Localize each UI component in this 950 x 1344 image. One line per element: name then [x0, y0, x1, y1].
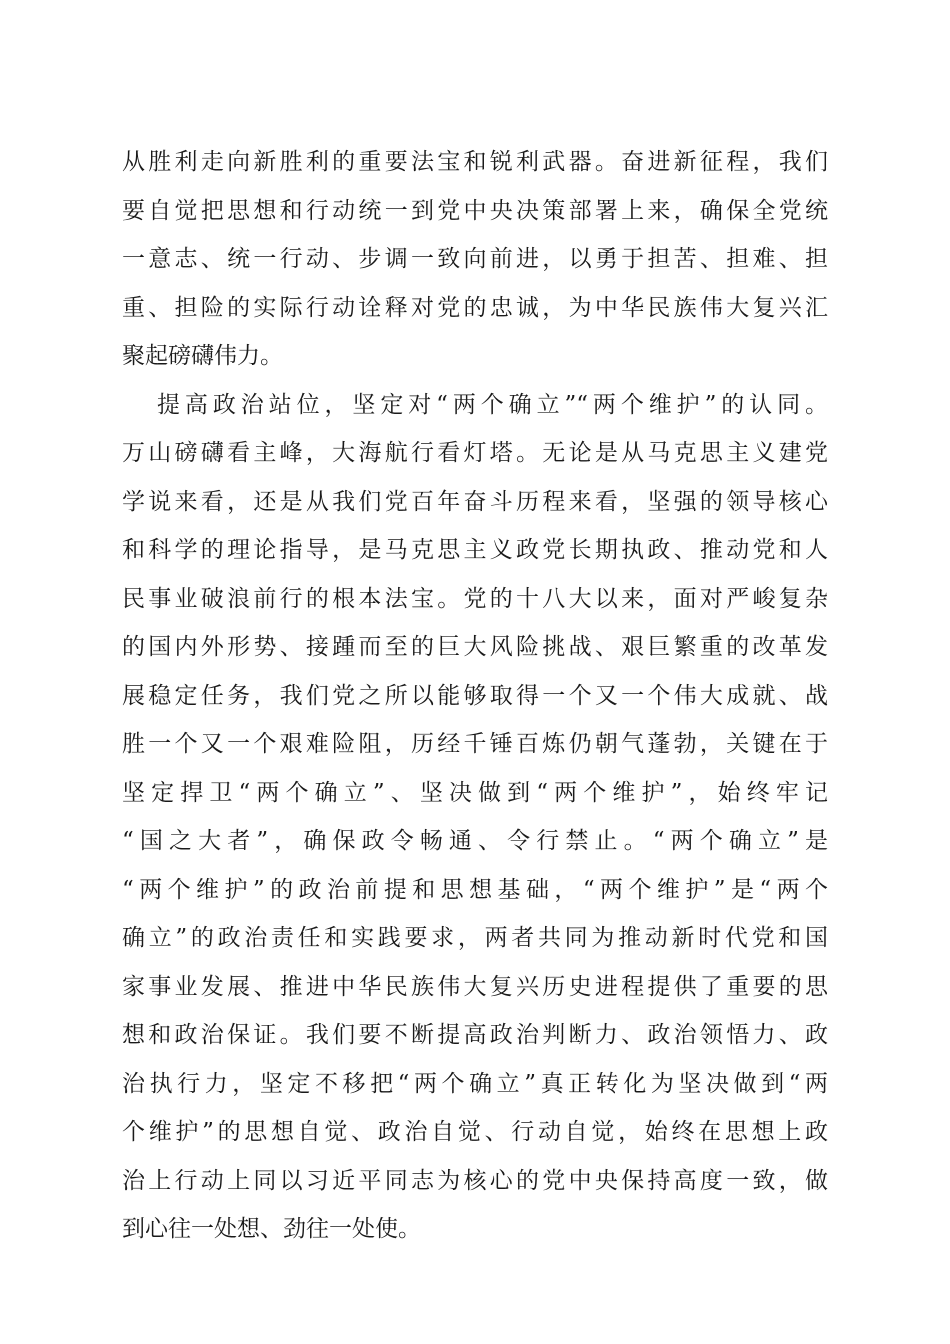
text-line: 聚起磅礴伟力。: [122, 343, 283, 369]
text-line: 要自觉把思想和行动统一到党中央决策部署上来，确保全党统: [122, 197, 828, 224]
text-line: 的国内外形势、接踵而至的巨大风险挑战、艰巨繁重的改革发: [122, 634, 828, 660]
document-body: [122, 138, 828, 1254]
text-line: 民事业破浪前行的根本法宝。党的十八大以来，面对严峻复杂: [122, 585, 828, 612]
text-line: 从胜利走向新胜利的重要法宝和锐利武器。奋进新征程，我们: [122, 149, 828, 175]
text-line: 治上行动上同以习近平同志为核心的党中央保持高度一致，做: [122, 1167, 828, 1194]
text-line: 确立”的政治责任和实践要求，两者共同为推动新时代党和国: [122, 925, 828, 951]
text-line: “国之大者”，确保政令畅通、令行禁止。“两个确立”是: [122, 828, 828, 854]
text-line: 治执行力，坚定不移把“两个确立”真正转化为坚决做到“两: [122, 1070, 828, 1097]
text-line: 想和政治保证。我们要不断提高政治判断力、政治领悟力、政: [122, 1022, 828, 1048]
text-line: 学说来看，还是从我们党百年奋斗历程来看，坚强的领导核心: [122, 488, 828, 515]
text-line: 胜一个又一个艰难险阻，历经千锤百炼仍朝气蓬勃，关键在于: [122, 731, 828, 757]
paragraph-2: [122, 381, 828, 1254]
text-line: 家事业发展、推进中华民族伟大复兴历史进程提供了重要的思: [122, 973, 828, 1000]
text-line: 坚定捍卫“两个确立”、坚决做到“两个维护”，始终牢记: [122, 779, 828, 806]
paragraph-1: [122, 138, 828, 381]
text-line: 提高政治站位，坚定对“两个确立”“两个维护”的认同。: [157, 391, 828, 418]
text-line: 到心往一处想、劲往一处使。: [122, 1216, 421, 1242]
text-line: “两个维护”的政治前提和思想基础，“两个维护”是“两个: [122, 876, 828, 903]
text-line: 重、担险的实际行动诠释对党的忠诚，为中华民族伟大复兴汇: [122, 294, 828, 321]
text-line: 万山磅礴看主峰，大海航行看灯塔。无论是从马克思主义建党: [122, 440, 828, 466]
text-line: 和科学的理论指导，是马克思主义政党长期执政、推动党和人: [122, 537, 828, 563]
text-line: 个维护”的思想自觉、政治自觉、行动自觉，始终在思想上政: [122, 1119, 828, 1145]
text-line: 展稳定任务，我们党之所以能够取得一个又一个伟大成就、战: [122, 682, 828, 709]
text-line: 一意志、统一行动、步调一致向前进，以勇于担苦、担难、担: [122, 246, 828, 272]
